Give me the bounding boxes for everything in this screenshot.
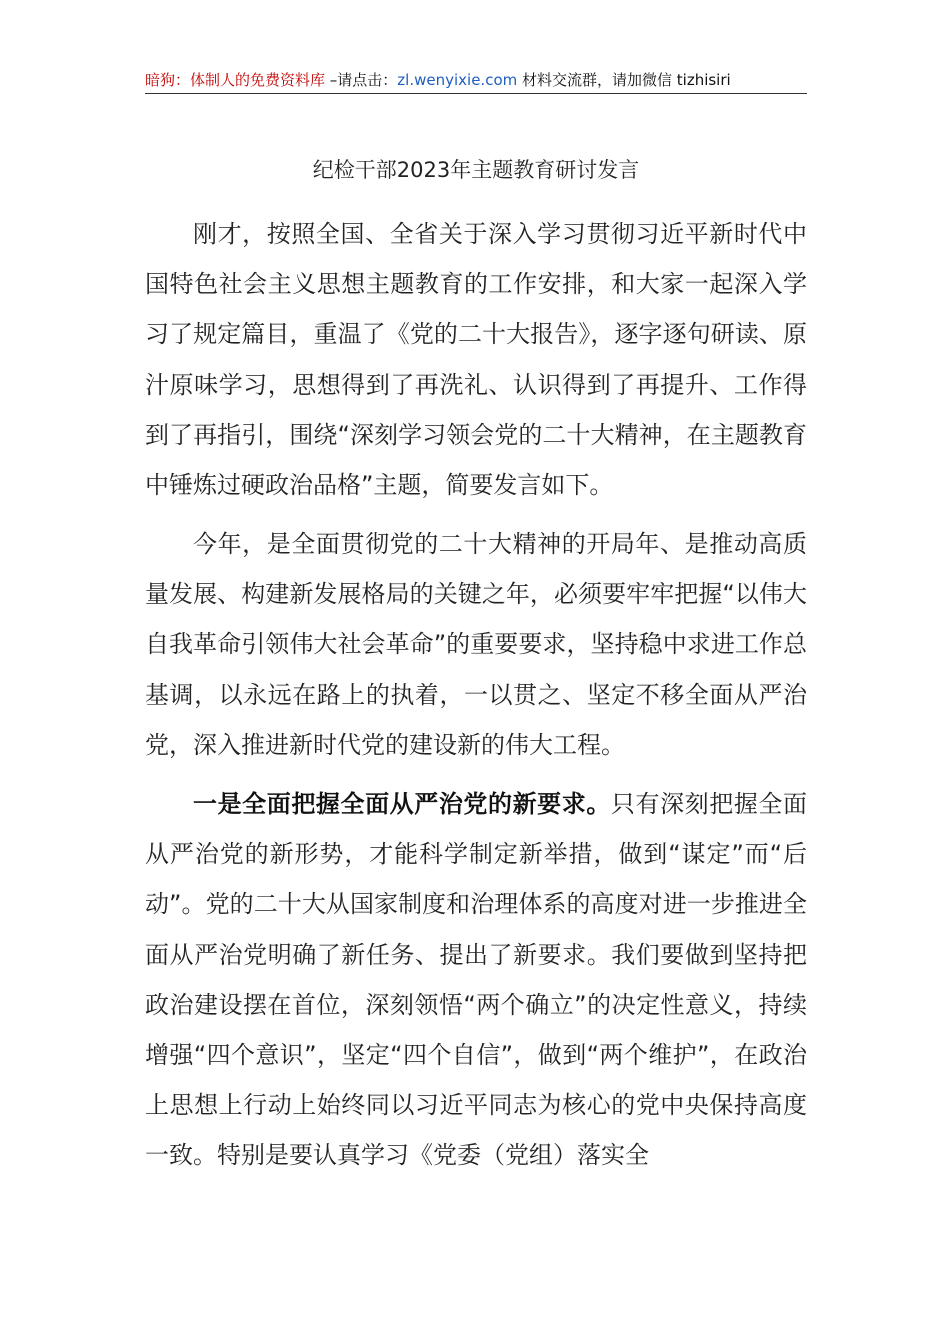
header-wechat-note: 材料交流群，请加微信 tizhisiri	[517, 71, 731, 89]
header-divider	[145, 93, 807, 94]
header-url-link[interactable]: zl.wenyixie.com	[397, 71, 518, 89]
document-title: 纪检干部2023年主题教育研讨发言	[312, 158, 640, 182]
section-1-body: 只有深刻把握全面从严治党的新形势，才能科学制定新举措，做到“谋定”而“后动”。党的二十大从国家制度和治理体系的高度对进一步推进全面从严治党明确了新任务、提出了新要求。我们要做到坚持把政治建设摆在首位，深刻领悟“两个确立”的决定性意义，持续增强“四个意识”，坚定“四个自信”，做到“两个维护”，在政治上思想上行动上始终同以习近平同志为核心的党中央保持高度一致。特别是要认真学习《党委（党组）落实全	[145, 790, 808, 1170]
paragraph-context: 今年，是全面贯彻党的二十大精神的开局年、是推动高质量发展、构建新发展格局的关键之年，必须要牢牢把握“以伟大自我革命引领伟大社会革命”的重要要求，坚持稳中求进工作总基调，以永远在路上的执着，一以贯之、坚定不移全面从严治党，深入推进新时代党的建设新的伟大工程。	[145, 530, 807, 759]
paragraph-intro: 刚才，按照全国、全省关于深入学习贯彻习近平新时代中国特色社会主义思想主题教育的工作安排，和大家一起深入学习了规定篇目，重温了《党的二十大报告》，逐字逐句研读、原汁原味学习，思想得到了再洗礼、认识得到了再提升、工作得到了再指引，围绕“深刻学习领会党的二十大精神，在主题教育中锤炼过硬政治品格”主题，简要发言如下。	[145, 220, 807, 500]
section-1-heading: 一是全面把握全面从严治党的新要求。	[193, 790, 611, 818]
page-header	[145, 70, 807, 94]
paragraph-section-1	[145, 779, 807, 1181]
header-site-name: 暗狗：体制人的免费资料库	[145, 71, 326, 89]
header-click-prompt: –请点击：	[325, 71, 398, 89]
